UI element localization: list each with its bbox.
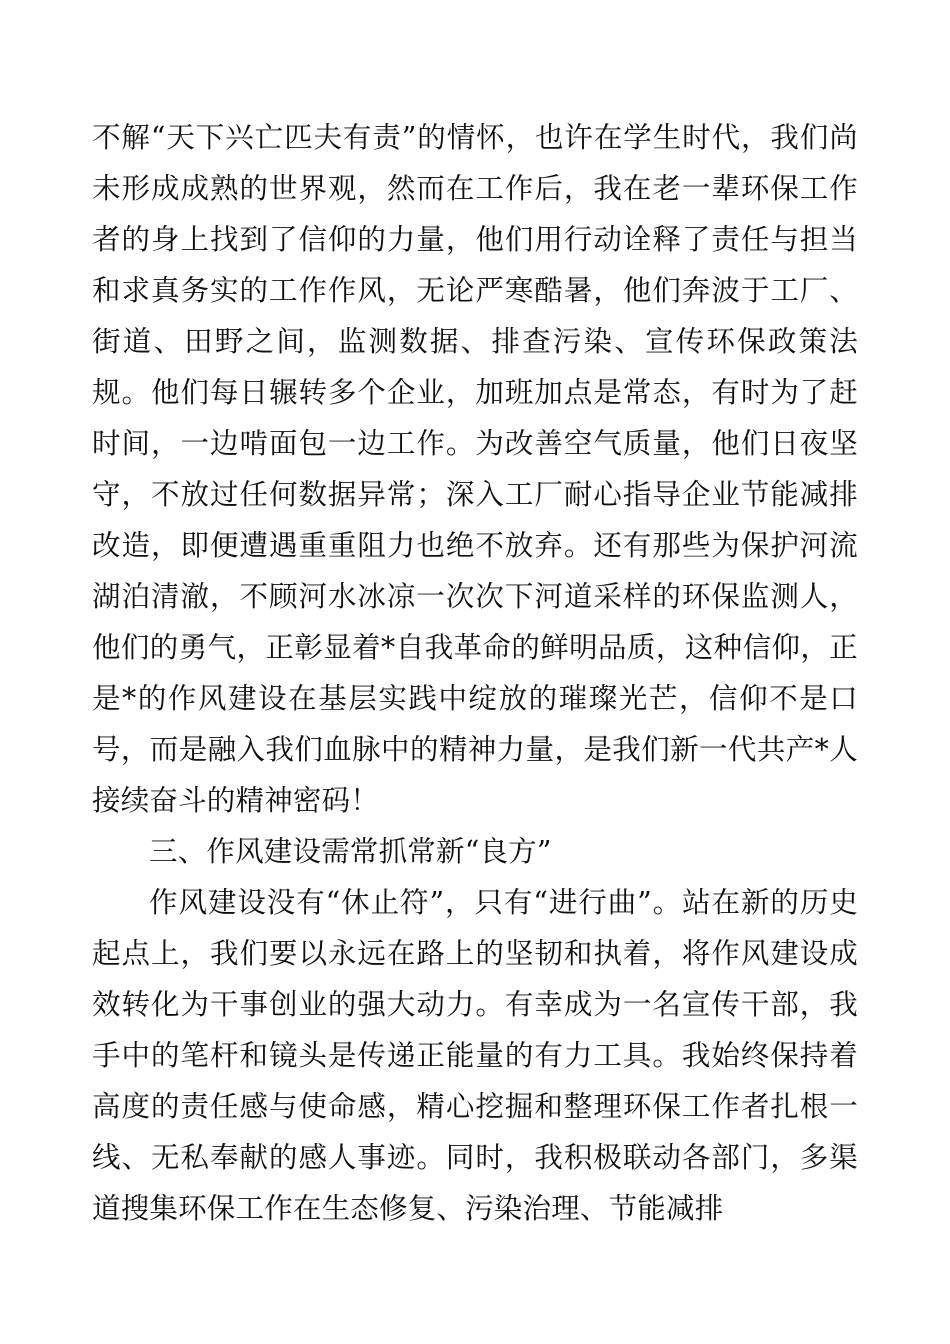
paragraph-section-three-body: 作风建设没有“休止符”，只有“进行曲”。站在新的历史起点上，我们要以永远在路上的坚韧和执着，将作风建设成效转化为干事创业的强大动力。有幸成为一名宣传干部，我手中的笔杆和镜头是传递正能量的有力工具。我始终保持着高度的责任感与使命感，精心挖掘和整理环保工作者扎根一线、无私奉献的感人事迹。同时，我积极联动各部门，多渠道搜集环保工作在生态修复、污染治理、节能减排: [92, 886, 858, 1225]
section-heading-three: 三、作风建设需常抓常新“良方”: [149, 835, 552, 868]
document-body: [92, 112, 858, 1234]
paragraph-continued: 不解“天下兴亡匹夫有责”的情怀，也许在学生时代，我们尚未形成成熟的世界观，然而在工作后，我在老一辈环保工作者的身上找到了信仰的力量，他们用行动诠释了责任与担当和求真务实的工作作风，无论严寒酷暑，他们奔波于工厂、街道、田野之间，监测数据、排查污染、宣传环保政策法规。他们每日辗转多个企业，加班加点是常态，有时为了赶时间，一边啃面包一边工作。为改善空气质量，他们日夜坚守，不放过任何数据异常；深入工厂耐心指导企业节能减排改造，即便遭遇重重阻力也绝不放弃。还有那些为保护河流湖泊清澈，不顾河水冰凉一次次下河道采样的环保监测人，他们的勇气，正彰显着*自我革命的鲜明品质，这种信仰，正是*的作风建设在基层实践中绽放的璀璨光芒，信仰不是口号，而是融入我们血脉中的精神力量，是我们新一代共产*人接续奋斗的精神密码！: [92, 121, 858, 817]
